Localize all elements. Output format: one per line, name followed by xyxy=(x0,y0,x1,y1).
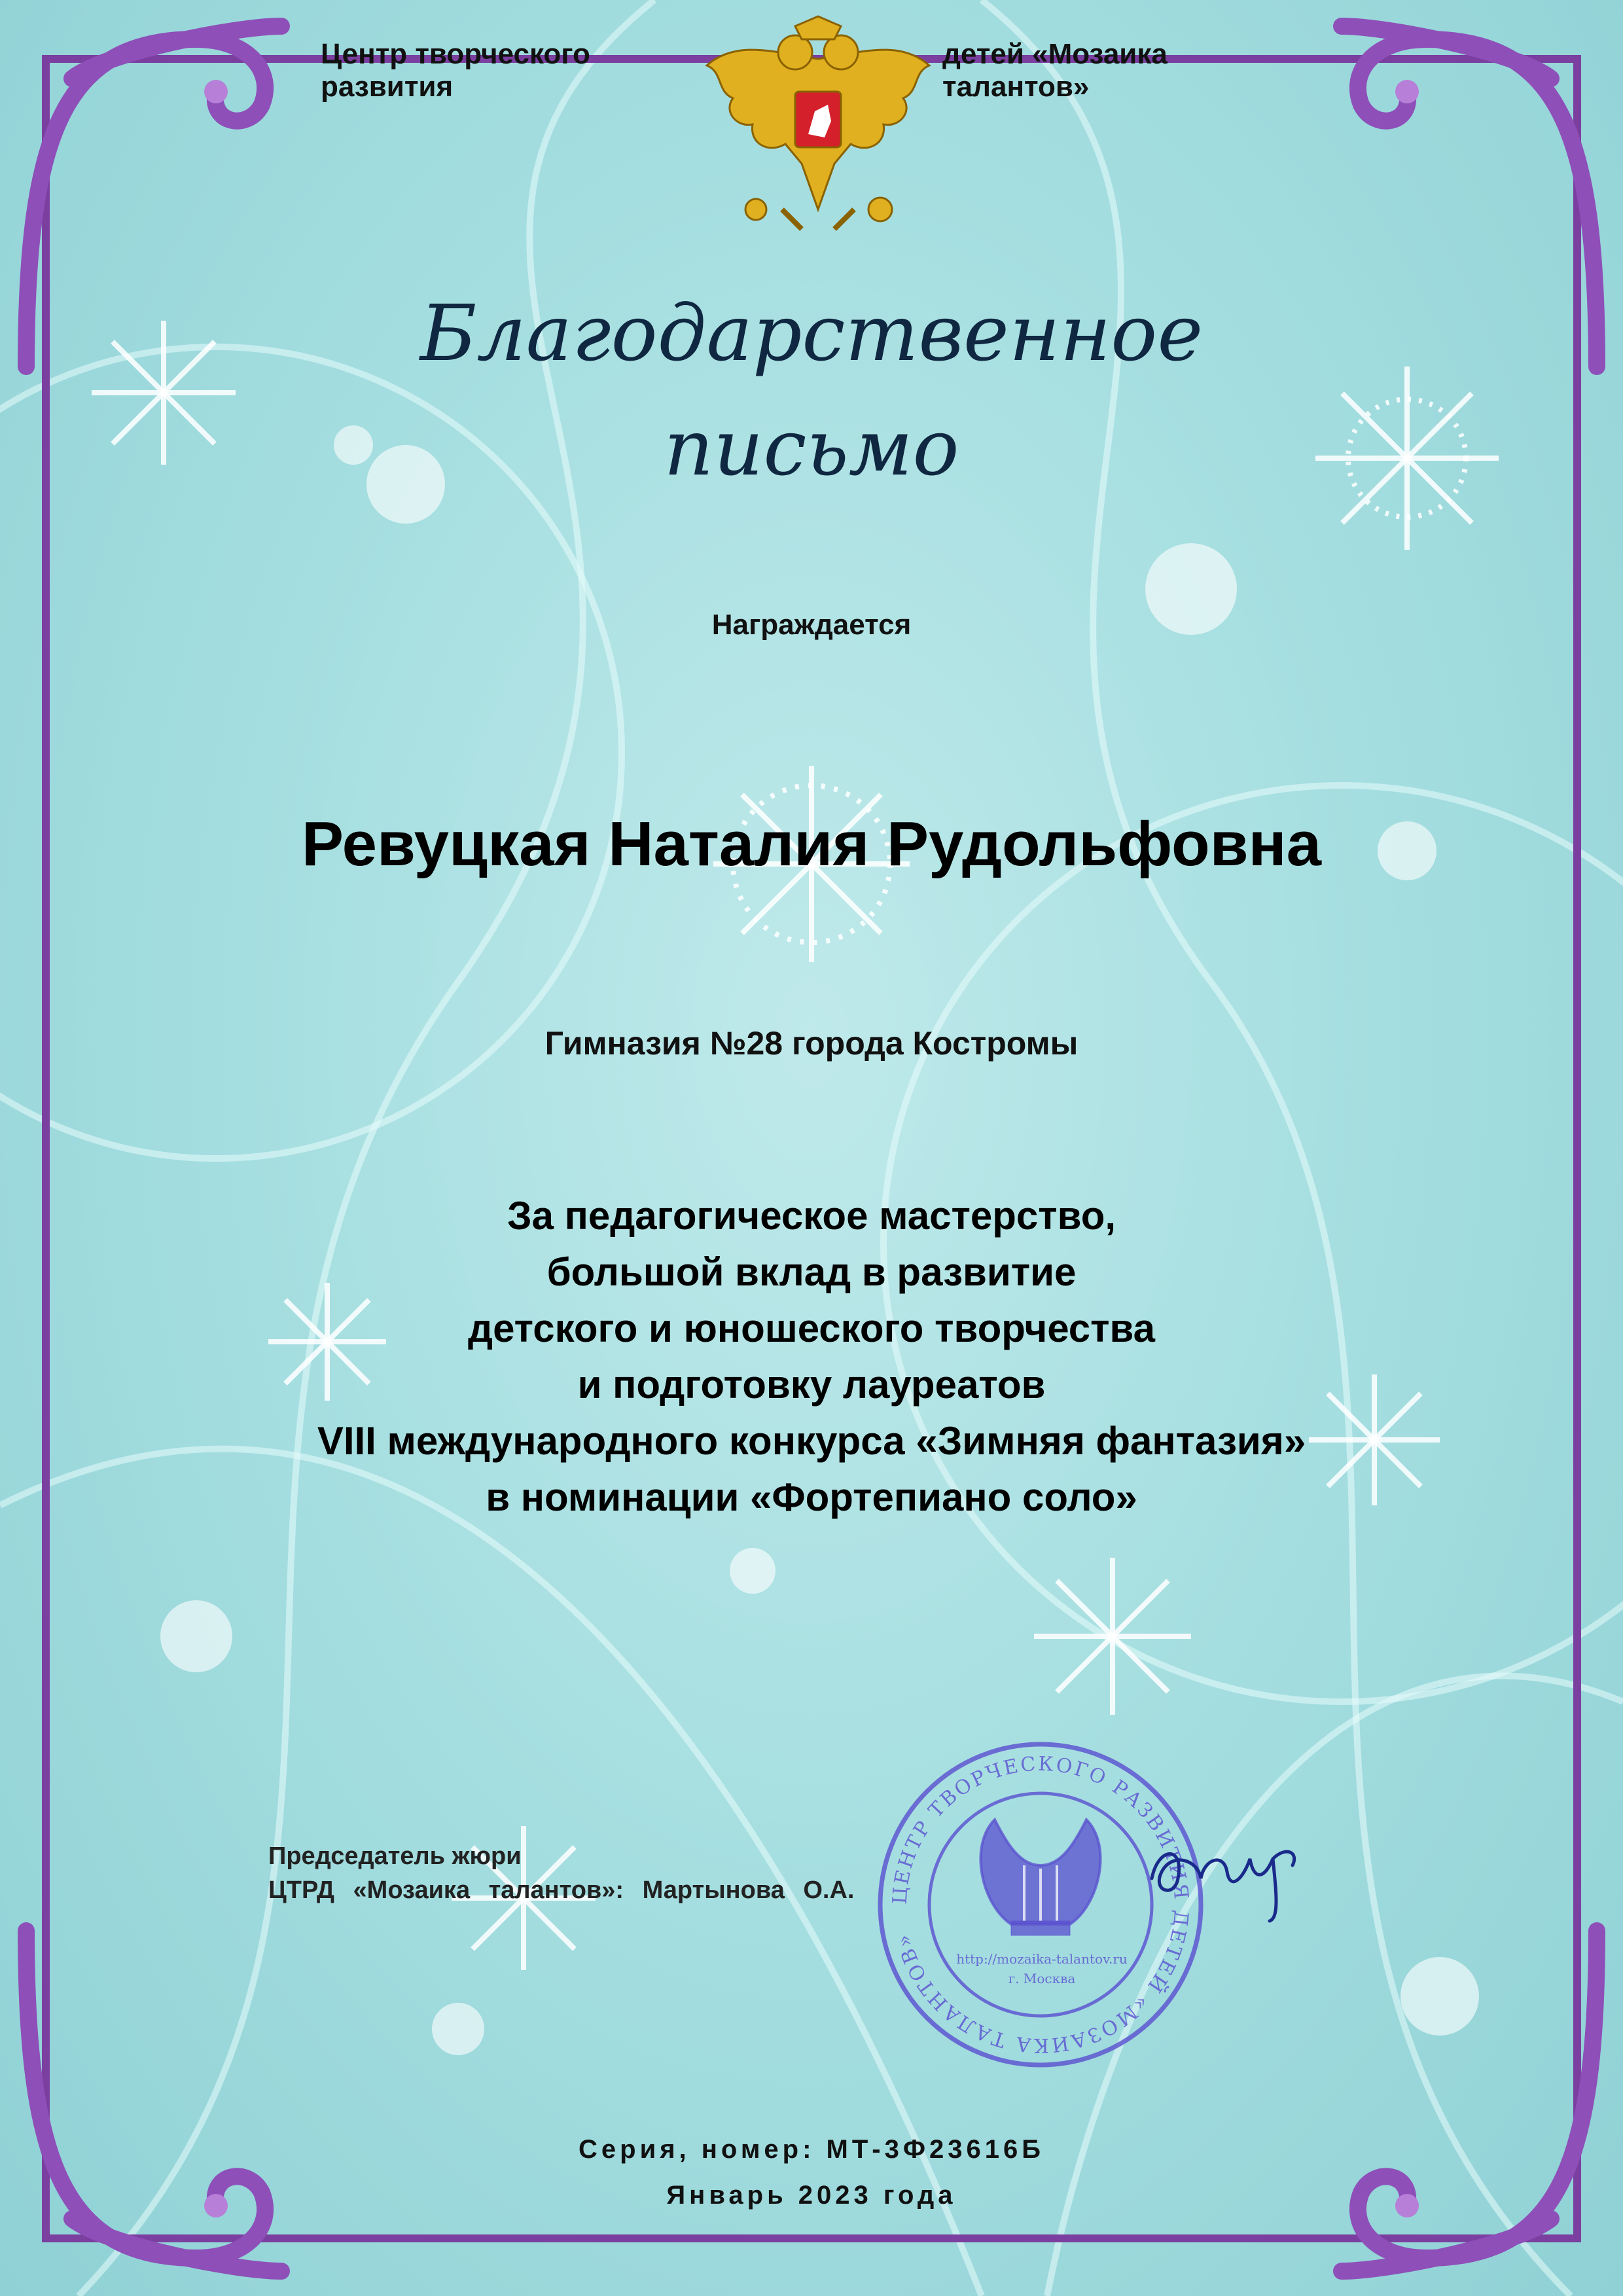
header-right-text: детей «Мозаика талантов» xyxy=(942,38,1168,103)
certificate-title-line1: Благодарственное xyxy=(419,288,1204,378)
stamp-city: г. Москва xyxy=(1008,1971,1076,1986)
header-left-text: Центр творческого развития xyxy=(321,38,590,103)
reason-line: в номинации «Фортепиано соло» xyxy=(486,1475,1137,1519)
reason-line: детского и юношеского творчества xyxy=(468,1306,1155,1350)
recipient-organization: Гимназия №28 города Костромы xyxy=(544,1025,1079,1062)
handwritten-signature xyxy=(1139,1806,1309,1924)
award-reason xyxy=(223,1188,1400,1526)
reason-line: За педагогическое мастерство, xyxy=(507,1194,1116,1238)
reason-line: VIII международного конкурса «Зимняя фантазия» xyxy=(317,1419,1306,1463)
certificate-title-line2: письмо xyxy=(664,403,959,493)
series-number: Серия, номер: МТ-3Ф23616Б xyxy=(579,2135,1044,2164)
signer-name: ЦТРД «Мозаика талантов»: Мартынова О.А. xyxy=(268,1876,855,1904)
awarded-label: Награждается xyxy=(711,609,912,641)
reason-line: большой вклад в развитие xyxy=(546,1250,1077,1294)
coat-of-arms-icon xyxy=(697,13,939,236)
stamp-url: http://mozaika-talantov.ru xyxy=(956,1951,1128,1967)
jury-chair-signature-block xyxy=(268,1839,855,1907)
reason-line: и подготовку лауреатов xyxy=(577,1363,1046,1407)
stamp-outer-text: ЦЕНТР ТВОРЧЕСКОГО РАЗВИТИЯ ДЕТЕЙ «МОЗАИКА ТАЛАНТОВ» xyxy=(888,1752,1193,2057)
recipient-name: Ревуцкая Наталия Рудольфовна xyxy=(302,809,1321,879)
signer-title: Председатель жюри xyxy=(268,1842,522,1870)
issue-date: Январь 2023 года xyxy=(666,2181,957,2210)
